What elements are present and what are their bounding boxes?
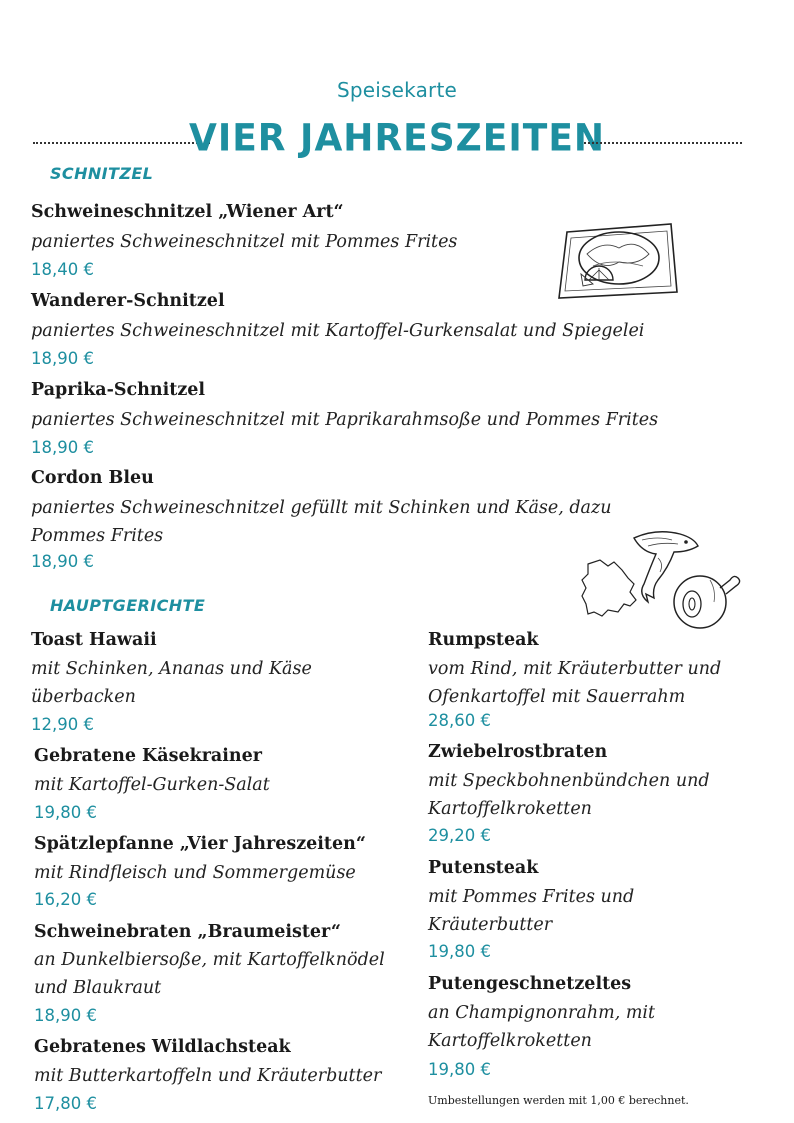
menu-item-description: an Dunkelbiersoße, mit Kartoffelknödel: [34, 950, 385, 970]
menu-item-price: 18,90 €: [31, 438, 94, 457]
menu-item-description: Kartoffelkroketten: [428, 799, 592, 819]
menu-item-price: 18,90 €: [34, 1006, 97, 1025]
menu-item-description: Pommes Frites: [31, 526, 164, 546]
menu-item-price: 29,20 €: [428, 826, 491, 845]
menu-subtitle: Speisekarte: [336, 78, 458, 102]
section-heading-schnitzel: SCHNITZEL: [50, 164, 154, 183]
menu-item-name: Schweineschnitzel „Wiener Art“: [31, 202, 344, 222]
title-divider-right: [584, 142, 742, 144]
menu-item-description: Kartoffelkroketten: [428, 1031, 592, 1051]
section-heading-hauptgerichte: HAUPTGERICHTE: [50, 596, 206, 615]
menu-item-price: 16,20 €: [34, 890, 97, 909]
menu-item-name: Schweinebraten „Braumeister“: [34, 922, 341, 942]
menu-item-price: 19,80 €: [428, 1060, 491, 1079]
menu-item-name: Cordon Bleu: [31, 468, 154, 488]
menu-item-description: paniertes Schweineschnitzel mit Pommes Frites: [31, 232, 458, 252]
schnitzel-plate-icon: [553, 214, 685, 300]
menu-item-description: mit Rindfleisch und Sommergemüse: [34, 863, 356, 883]
menu-item-name: Gebratenes Wildlachsteak: [34, 1037, 291, 1057]
menu-item-price: 19,80 €: [428, 942, 491, 961]
menu-item-description: paniertes Schweineschnitzel gefüllt mit Schinken und Käse, dazu: [31, 498, 612, 518]
menu-item-price: 17,80 €: [34, 1094, 97, 1113]
menu-item-name: Wanderer-Schnitzel: [31, 291, 225, 311]
menu-item-name: Zwiebelrostbraten: [428, 742, 608, 762]
menu-item-price: 18,90 €: [31, 552, 94, 571]
menu-item-price: 18,40 €: [31, 260, 94, 279]
menu-item-name: Putengeschnetzeltes: [428, 974, 632, 994]
menu-title: VIER JAHRESZEITEN: [188, 116, 606, 161]
ham-icon: [670, 566, 742, 632]
menu-item-name: Toast Hawaii: [31, 630, 157, 650]
menu-item-description: mit Speckbohnenbündchen und: [428, 771, 710, 791]
menu-item-price: 12,90 €: [31, 715, 94, 734]
menu-item-description: mit Pommes Frites und: [428, 887, 635, 907]
menu-item-name: Paprika-Schnitzel: [31, 380, 206, 400]
menu-item-name: Gebratene Käsekrainer: [34, 746, 262, 766]
menu-item-description: überbacken: [31, 687, 136, 707]
menu-item-price: 28,60 €: [428, 711, 491, 730]
footer-note: Umbestellungen werden mit 1,00 € berechnet.: [428, 1094, 689, 1107]
menu-item-description: Kräuterbutter: [428, 915, 553, 935]
menu-item-description: paniertes Schweineschnitzel mit Paprikarahmsoße und Pommes Frites: [31, 410, 659, 430]
menu-item-name: Spätzlepfanne „Vier Jahreszeiten“: [34, 834, 366, 854]
menu-item-description: vom Rind, mit Kräuterbutter und: [428, 659, 722, 679]
menu-item-description: und Blaukraut: [34, 978, 162, 998]
menu-item-description: mit Butterkartoffeln und Kräuterbutter: [34, 1066, 382, 1086]
menu-item-description: Ofenkartoffel mit Sauerrahm: [428, 687, 686, 707]
menu-item-description: an Champignonrahm, mit: [428, 1003, 656, 1023]
menu-item-price: 19,80 €: [34, 803, 97, 822]
menu-item-name: Rumpsteak: [428, 630, 539, 650]
menu-item-price: 18,90 €: [31, 349, 94, 368]
menu-item-description: mit Kartoffel-Gurken-Salat: [34, 775, 270, 795]
menu-item-description: paniertes Schweineschnitzel mit Kartoffel-Gurkensalat und Spiegelei: [31, 321, 645, 341]
menu-item-name: Putensteak: [428, 858, 539, 878]
menu-item-description: mit Schinken, Ananas und Käse: [31, 659, 312, 679]
